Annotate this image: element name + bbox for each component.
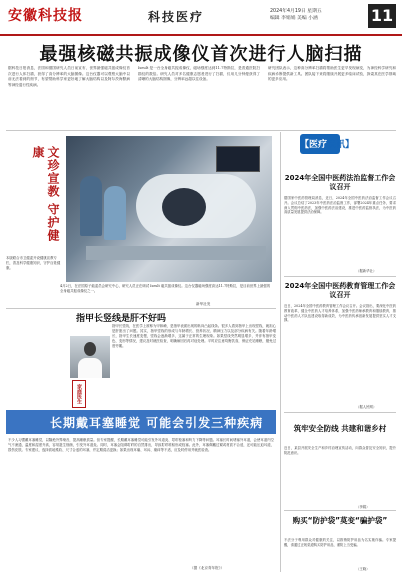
newspaper-logo: 安徽科技报 — [8, 8, 83, 24]
researcher-figure — [80, 176, 102, 236]
flash-item-4-source: （王晓） — [356, 567, 370, 571]
sleep-article-body: 不少人习惯戴耳塞睡觉，以隔绝外界噪音，提高睡眠质量。但专家提醒，长期戴耳塞睡觉可能引发外耳道炎、耵聍栓塞和听力下降等问题。耳塞长时间堵塞外耳道，会使耳道内空气不流通，温度和湿度升高，容易滋生细菌，引发外耳道炎。同时，耳塞会阻碍耵聍的自然排出，导致耵聍堆积形成栓塞。此外，耳塞佩戴过紧或材质不合适，还可能压迫耳道，损伤皮肤。专家建议，选择质地柔软、尺寸合适的耳塞，并定期清洁更换；如果出现耳痛、耳闷、瘙痒等不适，应及时停用并就医检查。 — [8, 438, 274, 452]
researcher-figure — [104, 186, 126, 240]
family-doctor-tag: 家庭医生 — [72, 380, 86, 408]
flash-item-4-title: 购买“防护袋”莫变“骗护袋” — [292, 516, 388, 525]
doctor-portrait — [70, 336, 110, 378]
flash-item-3-source: （李娟） — [356, 505, 370, 509]
sleep-article-source: （据《北京青年报》） — [190, 566, 225, 570]
scanner-bed — [86, 246, 266, 260]
lead-column-3: 研究团队表示，这种高分辨率扫描将帮助医生更早发现病变，为神经科学研究和疾病诊断提供新工具。团队接下来将继续开展更多临床试验，探索其在医学领域的更多应用。 — [268, 66, 396, 82]
flash-item-2-body: 近日，2024年全国中医药教育管理工作会议召开。会议指出，要深化中医药教育改革，健全中医药人才培养体系，加强中医药师承教育和继续教育，推动中医药人才队伍建设取得新成效，为中医药传承创新发展提供坚实人才支撑。 — [284, 304, 396, 323]
divider — [284, 412, 396, 413]
lead-column-2: Iseult 是一台全身磁共振成像仪，磁场强度达到11.7特斯拉，是普通医院扫描仪的数倍。研究人员对多名健康志愿者进行了扫描，仅用几分钟便获得了清晰的大脑结构图像，分辨率远超以往设备。 — [138, 66, 260, 82]
flash-item-4-body: 不法分子利用群众对健康的关注，以推销防护用品为名实施诈骗。专家提醒，请通过正规渠道购买防护用品，谨防上当受骗。 — [284, 538, 396, 547]
badge-close: 】 — [345, 140, 355, 150]
flash-item-1-title: 2024年全国中医药法治监督工作会议召开 — [284, 174, 396, 191]
section-title: 科技医疗 — [148, 10, 205, 24]
badge-word: 快讯 — [327, 140, 346, 150]
divider — [284, 276, 396, 277]
editor-credit: 编辑 李娟娟 美编 小涵 — [270, 16, 318, 21]
portrait-head — [84, 342, 96, 356]
flash-item-3-body: 近日，某县开展安全生产和乡村治理宣传活动，向群众普及安全知识，提升防范意识。 — [284, 446, 396, 455]
health-column-title: 指甲长竖线是肝不好吗 — [76, 314, 167, 324]
flash-item-1-source: （据新华社） — [356, 269, 377, 273]
divider — [6, 130, 396, 131]
page-number: 11 — [368, 4, 396, 28]
column-intro: 本版联合市卫健委开设健康宣教专栏，普及科学健康知识，守护百姓健康。 — [6, 256, 61, 270]
lead-photo — [66, 136, 272, 282]
health-column-body: 指甲长竖线，在医学上被称为甲纵嵴，是指甲表面出现的纵向凸起线条。很多人看到指甲上出现竖线，就担心是肝脏出了问题。其实，指甲竖线的形成与年龄增长、营养状况、精神压力以及部分疾病有关。随着年龄增长，指甲生长速度变慢，竖线会逐渐增多，这属于正常的生理现象。如果竖线突然明显增多，并伴有指甲变色、变形等情况，建议及时就医检查，明确病因后再对症处理。平时应注意均衡饮食，保证充足睡眠，避免过度劳累。 — [112, 324, 276, 348]
masthead — [0, 0, 402, 36]
flash-item-2-source: （据人民网） — [356, 405, 377, 409]
flash-item-1-body: 据国家中医药管理局消息，近日，2024年全国中医药法治监督工作会议召开。会议总结了2023年中医药法治监督工作，部署2024年重点任务，要求深入贯彻中医药法，加强中医药法治建设，推进中医药监督执法，为中医药高质量发展提供法治保障。 — [284, 196, 396, 215]
lead-headline: 最强核磁共振成像仪首次进行人脑扫描 — [39, 44, 363, 65]
divider — [284, 510, 396, 511]
flash-item-2-title: 2024年全国中医药教育管理工作会议召开 — [284, 282, 396, 299]
lead-column-1: 据科技日报消息，法国和德国研究人员日前宣布，世界最强磁共振成像仪首次进行人体扫描，获得了高分辨率的大脑图像。这台仪器可以观察大脑中以前无法看到的细节，有望帮助科学家更好地了解大脑结构以及阿尔茨海默病等神经退行性疾病。 — [8, 66, 130, 87]
column-divider — [280, 132, 281, 572]
portrait-body — [78, 358, 102, 378]
photo-caption: 4月2日，在法国原子能委员会研究中心，研究人员正在调试 Iseult 磁共振成像仪。这台仪器磁场强度高达11.7特斯拉，是目前世界上最强的全身磁共振成像仪之一。 — [60, 284, 271, 293]
sleep-article-title: 长期戴耳塞睡觉 可能会引发三种疾病 — [50, 416, 264, 430]
monitor-screen — [216, 146, 260, 172]
photo-credit: 新华社发 — [196, 302, 211, 306]
divider — [6, 308, 276, 309]
date-info — [270, 8, 322, 22]
flash-item-3-title: 筑牢安全防线 共建和谐乡村 — [293, 424, 387, 433]
vertical-column-title: 文珍宣教 守护健康 — [31, 146, 60, 243]
news-flash-badge — [300, 137, 396, 150]
issue-date: 2024年4月19日 星期五 — [270, 9, 322, 14]
scanner-bore — [162, 188, 206, 226]
badge-open: 【医疗 — [300, 140, 328, 150]
